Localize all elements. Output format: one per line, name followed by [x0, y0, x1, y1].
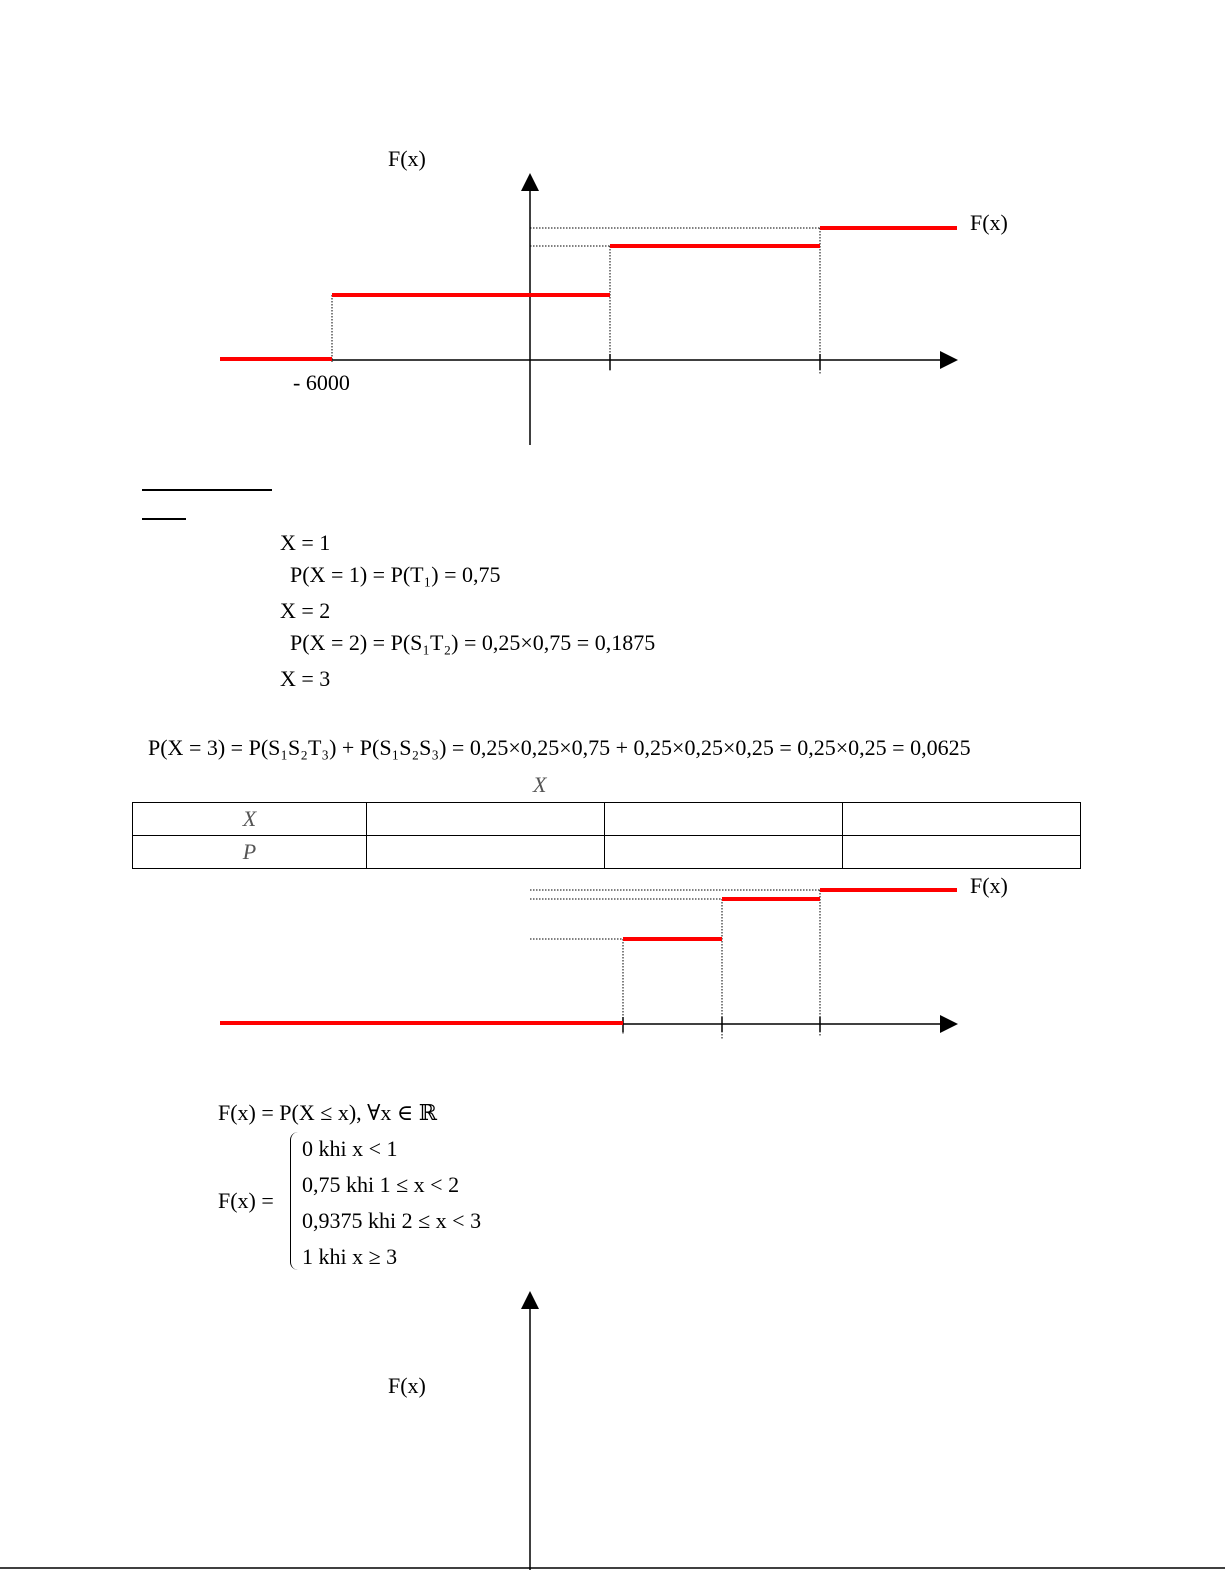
curve-label: F(x) [970, 873, 1008, 898]
table-cell [605, 836, 843, 869]
row-header: X [133, 803, 367, 836]
table-cell [843, 836, 1081, 869]
tick-label: - 6000 [293, 370, 350, 395]
y-axis-label: F(x) [388, 1373, 426, 1398]
heading-rule [142, 489, 272, 491]
y-axis-label: F(x) [388, 146, 426, 171]
piecewise-case: 0,75 khi 1 ≤ x < 2 [302, 1172, 460, 1197]
graph-1 [0, 0, 1225, 470]
piecewise-lhs: F(x) = [218, 1188, 274, 1213]
piecewise-case: 1 khi x ≥ 3 [302, 1244, 398, 1269]
table-cell [367, 836, 605, 869]
eq-p3: P(X = 3) = P(S₁S₂T₃) + P(S₁S₂S₃) = 0,25×0,25×0,75 + 0,25×0,25×0,25 = 0,25×0,25 = 0,0625 [148, 735, 971, 760]
piecewise-case: 0,9375 khi 2 ≤ x < 3 [302, 1208, 482, 1233]
table-row [133, 803, 1081, 836]
piecewise-brace [290, 1132, 301, 1270]
eq-p1: P(X = 1) = P(T₁) = 0,75 [290, 562, 501, 587]
table-cell [843, 803, 1081, 836]
table-caption: X [533, 772, 547, 797]
cdf-definition: F(x) = P(X ≤ x), ∀x ∈ ℝ [218, 1100, 437, 1125]
subheading-rule [142, 518, 186, 520]
table-cell [367, 803, 605, 836]
eq-x2: X = 2 [280, 598, 331, 623]
eq-x3: X = 3 [280, 666, 331, 691]
curve-label: F(x) [970, 210, 1008, 235]
row-header: P [133, 836, 367, 869]
table-row [133, 836, 1081, 869]
eq-x1: X = 1 [280, 530, 331, 555]
piecewise-case: 0 khi x < 1 [302, 1136, 398, 1161]
distribution-table [132, 802, 1081, 869]
eq-p2: P(X = 2) = P(S₁T₂) = 0,25×0,75 = 0,1875 [290, 630, 656, 655]
table-cell [605, 803, 843, 836]
